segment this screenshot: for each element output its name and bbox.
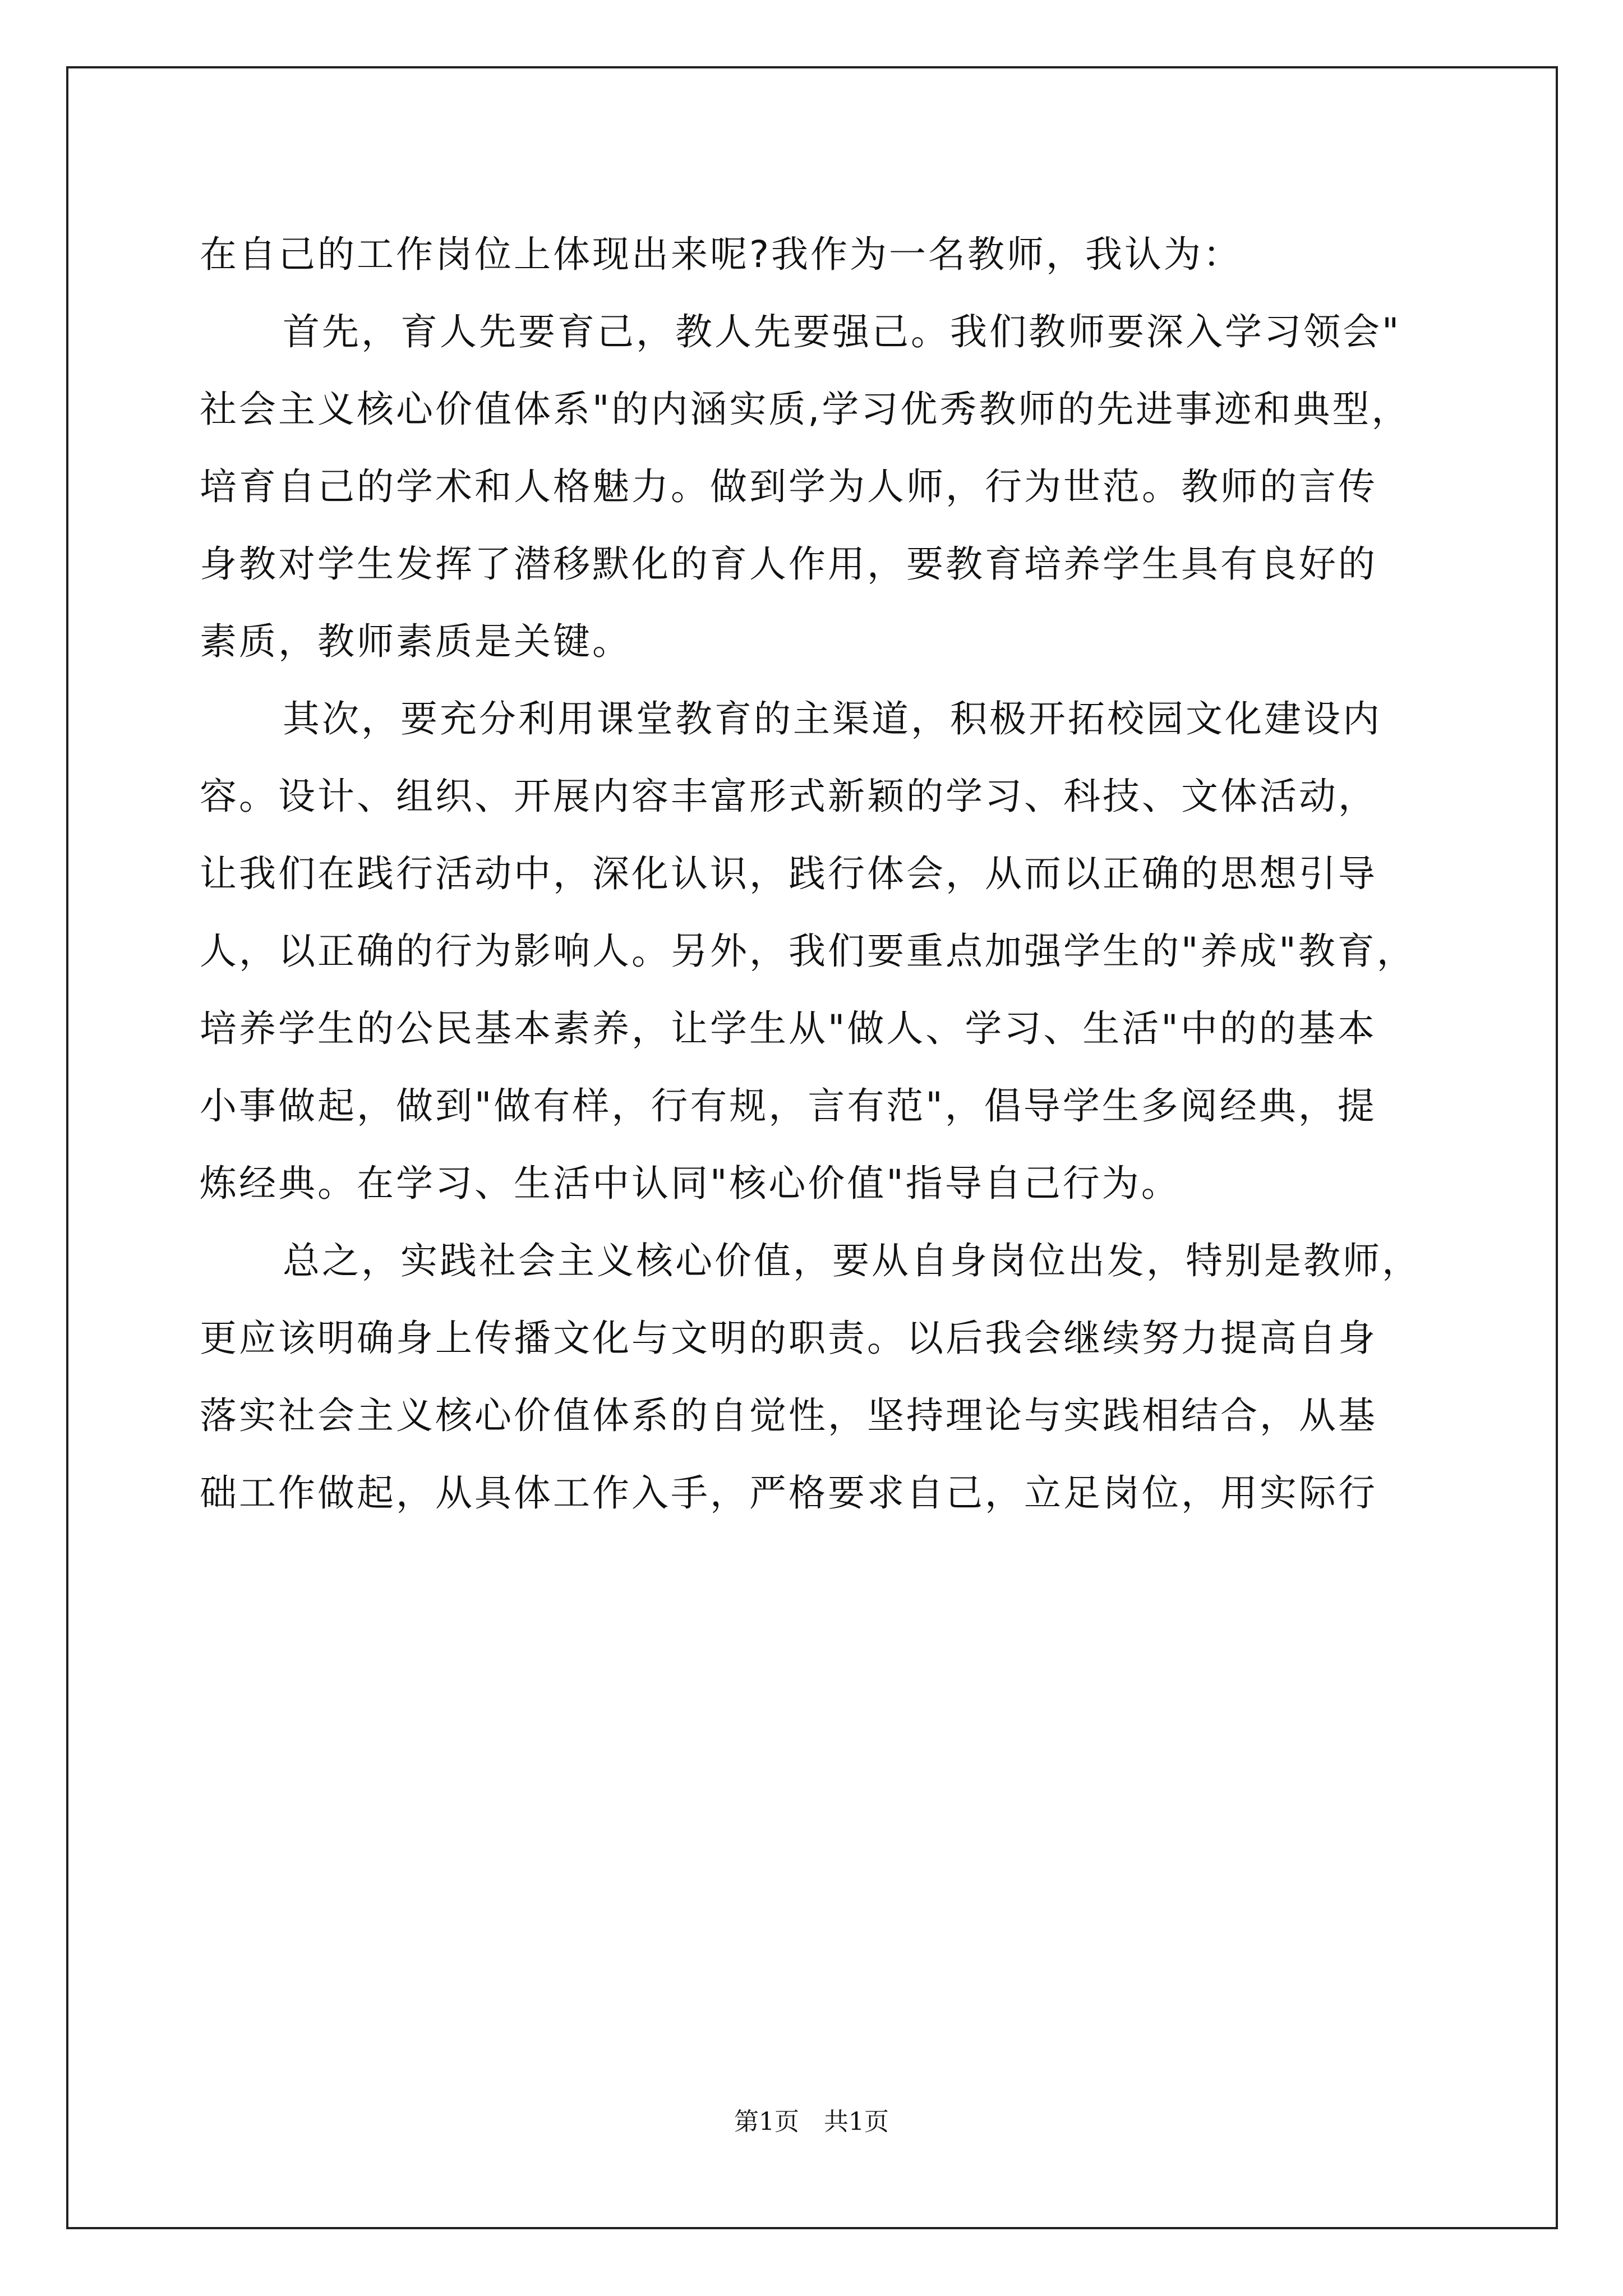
text-line: 素质，教师素质是关键。 (200, 620, 631, 663)
text-line: 更应该明确身上传播文化与文明的职责。以后我会继续努力提高自身 (200, 1317, 1377, 1360)
text-line: 其次，要充分利用课堂教育的主渠道，积极开拓校园文化建设内 (283, 697, 1382, 740)
text-line: 总之，实践社会主义核心价值，要从自身岗位出发，特别是教师， (283, 1239, 1421, 1282)
text-line: 小事做起，做到"做有样，行有规，言有范"，倡导学生多阅经典，提 (200, 1084, 1377, 1128)
page-footer: 第1页 共1页 (734, 2108, 889, 2136)
text-line: 人，以正确的行为影响人。另外，我们要重点加强学生的"养成"教育， (200, 930, 1416, 973)
text-line: 社会主义核心价值体系"的内涵实质,学习优秀教师的先进事迹和典型， (200, 388, 1411, 431)
text-line: 身教对学生发挥了潜移默化的育人作用，要教育培养学生具有良好的 (200, 542, 1377, 586)
text-line: 培育自己的学术和人格魅力。做到学为人师，行为世范。教师的言传 (200, 465, 1377, 508)
text-line: 让我们在践行活动中，深化认识，践行体会，从而以正确的思想引导 (200, 852, 1377, 895)
text-line: 落实社会主义核心价值体系的自觉性，坚持理论与实践相结合，从基 (200, 1394, 1377, 1437)
text-line: 首先，育人先要育己，教人先要强己。我们教师要深入学习领会" (283, 310, 1401, 353)
text-line: 炼经典。在学习、生活中认同"核心价值"指导自己行为。 (200, 1162, 1181, 1205)
text-line: 容。设计、组织、开展内容丰富形式新颖的学习、科技、文体活动， (200, 775, 1377, 818)
text-line: 培养学生的公民基本素养，让学生从"做人、学习、生活"中的的基本 (200, 1007, 1377, 1050)
text-line: 在自己的工作岗位上体现出来呢?我作为一名教师，我认为： (200, 233, 1243, 276)
text-line: 础工作做起，从具体工作入手，严格要求自己，立足岗位，用实际行 (200, 1471, 1377, 1515)
